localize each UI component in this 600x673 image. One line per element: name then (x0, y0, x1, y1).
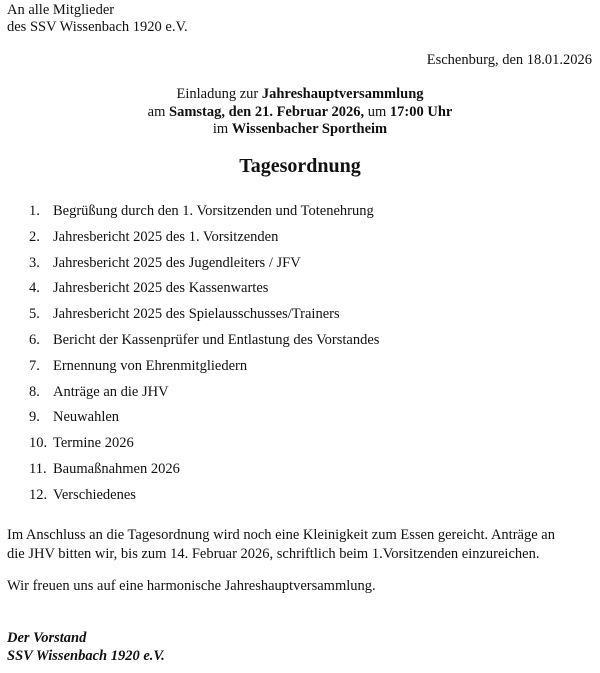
time-prefix: um (364, 103, 390, 120)
date-prefix: am (147, 103, 170, 120)
agenda-item (29, 278, 379, 304)
location-prefix: im (212, 121, 232, 137)
agenda-item (29, 330, 379, 356)
agenda-item-number: 11. (29, 460, 47, 477)
agenda-item-number: 3. (29, 254, 40, 271)
meeting-time: 17:00 Uhr (389, 103, 453, 120)
signature (7, 629, 165, 665)
place-date: Eschenburg, den 18.01.2026 (426, 52, 592, 68)
agenda-item-text: Verschiedenes (53, 486, 136, 503)
invitation-line-2 (0, 104, 600, 122)
agenda-item-text: Termine 2026 (53, 435, 134, 452)
agenda-item (29, 253, 379, 279)
agenda-item-number: 7. (29, 357, 40, 374)
agenda-item-number: 8. (29, 383, 40, 400)
agenda-item (29, 304, 379, 330)
agenda-item-text: Baumaßnahmen 2026 (53, 460, 180, 477)
agenda-item-text: Neuwahlen (53, 409, 120, 426)
closing-line-2: die JHV bitten wir, bis zum 14. Februar 2026, schriftlich beim 1.Vorsitzenden einzureichen. (7, 546, 540, 562)
agenda-item-text: Bericht der Kassenprüfer und Entlastung des Vorstandes (53, 331, 380, 348)
agenda-item-number: 12. (29, 486, 48, 503)
agenda-item (29, 356, 379, 382)
agenda-item (29, 433, 379, 459)
agenda-item-text: Begrüßung durch den 1. Vorsitzenden und Totenehrung (53, 203, 374, 219)
invitation-line-1 (0, 86, 600, 104)
closing-wish: Wir freuen uns auf eine harmonische Jahreshauptversammlung. (7, 578, 376, 594)
agenda-item-text: Jahresbericht 2025 des Kassenwartes (53, 280, 269, 297)
agenda-item (29, 382, 379, 408)
agenda-item-text: Jahresbericht 2025 des Jugendleiters / JFV (53, 254, 301, 271)
meeting-date: Samstag, den 21. Februar 2026, (169, 103, 365, 120)
agenda-item (29, 227, 379, 253)
agenda-item-number: 5. (29, 306, 40, 323)
agenda-item (29, 201, 379, 227)
agenda-item-number: 10. (29, 435, 48, 452)
recipient-line-2: des SSV Wissenbach 1920 e.V. (7, 19, 188, 35)
agenda-item-text: Ernennung von Ehrenmitgliedern (53, 357, 248, 374)
agenda-list (29, 201, 379, 511)
signature-line-1: Der Vorstand (7, 630, 87, 646)
invitation-block (0, 86, 600, 139)
meeting-location: Wissenbacher Sportheim (231, 121, 388, 137)
meeting-name: Jahreshauptversammlung (261, 86, 424, 102)
agenda-item-text: Jahresbericht 2025 des 1. Vorsitzenden (53, 228, 279, 245)
agenda-item-text: Jahresbericht 2025 des Spielausschusses/Trainers (53, 306, 340, 323)
agenda-item-text: Anträge an die JHV (53, 383, 169, 400)
closing-line-1: Im Anschluss an die Tagesordnung wird noch eine Kleinigkeit zum Essen gereicht. Anträge an (7, 527, 555, 543)
agenda-item-number: 9. (29, 409, 40, 426)
recipient-line-1: An alle Mitglieder (7, 2, 115, 18)
agenda-item-number: 6. (29, 331, 40, 348)
agenda-item-number: 1. (29, 203, 40, 219)
invitation-line-3 (0, 121, 600, 139)
agenda-item (29, 407, 379, 433)
agenda-item (29, 485, 379, 511)
invitation-prefix: Einladung zur (176, 86, 262, 102)
closing-paragraph (7, 526, 555, 564)
agenda-item (29, 459, 379, 485)
recipient-address (7, 2, 188, 36)
agenda-item-number: 2. (29, 228, 40, 245)
agenda-title: Tagesordnung (239, 155, 361, 177)
signature-line-2: SSV Wissenbach 1920 e.V. (7, 648, 165, 664)
agenda-item-number: 4. (29, 280, 40, 297)
